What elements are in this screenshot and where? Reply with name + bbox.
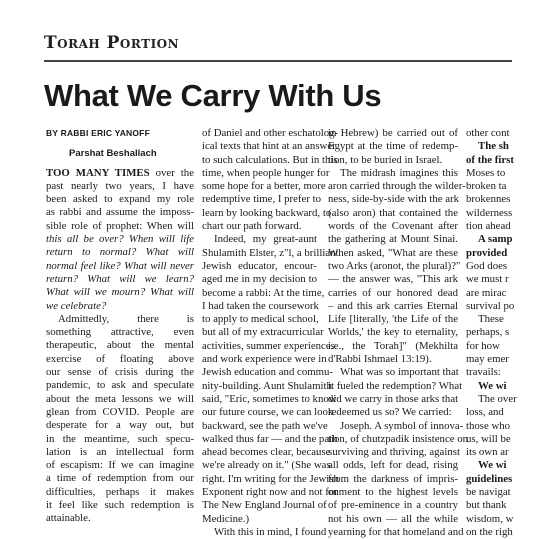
text-line: difficulties, perhaps it makes (46, 485, 194, 498)
text-line: those who (466, 419, 511, 432)
text-line: time, when people hunger for (202, 166, 330, 179)
text-line: redemptive time, I prefer to (202, 193, 322, 206)
text-line: on the righ (466, 525, 513, 538)
text-line: Life [literally, 'the Life of the (328, 313, 458, 326)
text-line: yearning for that homeland and (328, 525, 464, 538)
text-line: words of the Covenant after (328, 220, 458, 233)
text-line: A samp (478, 233, 513, 246)
text-line: perhaps, s (466, 326, 510, 339)
text-line: our future course, we can look (202, 406, 334, 419)
text-line: These (478, 313, 504, 326)
column-1-text (46, 167, 194, 526)
text-line: Medicine.) (202, 512, 250, 525)
text-line: God does (466, 259, 508, 272)
text-line: something attractive, even (46, 326, 194, 339)
text-line: this all be over? When will life (46, 233, 194, 246)
text-line: The sh (478, 140, 509, 153)
text-line: be navigat (466, 486, 511, 499)
text-line: The New England Journal of (202, 499, 327, 512)
text-line: wisdom, w (466, 512, 514, 525)
text-line (46, 167, 194, 180)
text-line: we're already on it." (She was (202, 459, 331, 472)
text-line: brokennes (466, 193, 511, 206)
text-line: carries of our honored dead (328, 286, 458, 299)
text-line: did we carry in those arks that (328, 392, 459, 405)
text-line: sible role of prophet: When will (46, 219, 194, 232)
text-line: but thank (466, 499, 507, 512)
article-column-3 (328, 127, 469, 539)
text-line: broken ta (466, 180, 507, 193)
text-line: us, will be (466, 432, 511, 445)
text-line: With this in mind, I found (214, 525, 327, 538)
text-line: we celebrate? (46, 299, 107, 312)
text-line: — the answer was, "This ark (328, 273, 458, 286)
text-line: – and this ark carries Eternal (328, 299, 458, 312)
text-line: of escapism: If we can imagine (46, 459, 194, 472)
text-line: therapeutic, about the mental (46, 339, 194, 352)
text-line: Indeed, my great-aunt (214, 233, 317, 246)
text-line: backward, see the path we've (202, 419, 328, 432)
text-line: aron carried through the wilder- (328, 180, 466, 193)
text-line: Admittedly, there is (58, 312, 194, 325)
text-line: (also aron) that contained the (328, 206, 458, 219)
article-column-4 (466, 127, 556, 539)
text-line: walked thus far — and the path (202, 432, 338, 445)
text-line: it fueled the redemption? What (328, 379, 463, 392)
text-line: guidelines (466, 472, 513, 485)
text-line: i.e., the Torah]" (Mekhilta (328, 339, 458, 352)
text-line: desperate for a way out, but (46, 419, 194, 432)
text-line: loss, and (466, 406, 504, 419)
text-line: Jewish education and commu- (202, 366, 334, 379)
text-line: are mirac (466, 286, 507, 299)
text-line: of Daniel and other eschatolog- (202, 127, 339, 139)
text-line: chart our path forward. (202, 220, 302, 233)
text-line: travails: (466, 366, 501, 379)
text-line: The over (478, 392, 517, 405)
text-line: Shulamith Elster, z"l, a brilliant (202, 246, 339, 259)
text-line: about the meta lessons we will (46, 392, 194, 405)
text-line: What will we mourn? What will (46, 286, 194, 299)
section-label: Torah Portion (44, 33, 180, 53)
text-line: Exponent right now and not for (202, 486, 338, 499)
text-line: tion, of chutzpadik insistence on (328, 432, 469, 445)
text-line: in Hebrew) be carried out of (328, 127, 458, 139)
text-line: of the first (466, 153, 514, 166)
text-line: our sense of crisis during the (46, 366, 194, 379)
text-line: ness, side-by-side with the ark (328, 193, 460, 206)
text-line: a time of redemption from our (46, 472, 194, 485)
text-line: of pre-eminence in a country (328, 499, 458, 512)
text-line: pandemic, to ask and speculate (46, 379, 194, 392)
text-line: as rabbi and assume the imposs- (46, 206, 194, 219)
text-line: We wi (478, 459, 507, 472)
text-line: past nearly two years, I have (46, 179, 194, 192)
text-line: nity-building. Aunt Shulamith (202, 379, 332, 392)
text-line: to such calculations. But in this (202, 153, 338, 166)
text-line: ahead becomes clear, because (202, 446, 331, 459)
text-line: all odds, left for dead, rising (328, 459, 458, 472)
section-divider (44, 60, 512, 62)
text-line: the gathering at Mount Sinai. (328, 233, 458, 246)
text-line: not his own — all the while (328, 512, 458, 525)
text-line: and work experience were in (202, 353, 327, 366)
text-line: for how (466, 339, 500, 352)
text-line: redeemed us so? We carried: (328, 406, 452, 419)
text-line: provided (466, 246, 508, 259)
text-line: normal feel like? What will never (46, 259, 194, 272)
text-line: we must r (466, 273, 509, 286)
lead-in-rest: over the (149, 166, 194, 179)
article-column-1 (46, 127, 194, 526)
text-line: some hope for a better, more (202, 180, 326, 193)
byline: BY RABBI ERIC YANOFF (46, 128, 150, 138)
text-line: surviving and thriving, against (328, 446, 460, 459)
text-line: attainable. (46, 512, 91, 525)
text-line: lation is an intellectual form (46, 445, 194, 458)
text-line: The midrash imagines this (340, 166, 458, 179)
article-column-2 (202, 127, 339, 539)
text-line: survival po (466, 299, 515, 312)
text-line: wilderness (466, 206, 513, 219)
text-line: exercise of floating above (46, 352, 194, 365)
text-line: to apply to medical school, (202, 313, 319, 326)
text-line: may emer (466, 353, 509, 366)
parsha-name: Parshat Beshallach (69, 148, 157, 160)
text-line: ical texts that hint at an answer (202, 140, 336, 153)
text-line: been asked to expand my role (46, 193, 194, 206)
text-line: become a rabbi: At the time, (202, 286, 325, 299)
text-line: but all of my extracurricular (202, 326, 324, 339)
text-line: its own ar (466, 446, 509, 459)
text-line: Joseph. A symbol of innova- (340, 419, 464, 432)
text-line: Worlds,' the key to eternality, (328, 326, 458, 339)
text-line: Jewish educator, encour- (202, 259, 317, 272)
text-line: it feel like such redemption is (46, 499, 194, 512)
lead-in: TOO MANY TIMES (46, 166, 150, 179)
text-line: learn by looking backward, to (202, 206, 332, 219)
text-line: d'Rabbi Ishmael 13:19). (328, 353, 432, 366)
text-line: activities, summer experiences (202, 339, 335, 352)
text-line: return? What will we learn? (46, 272, 194, 285)
article-headline: What We Carry With Us (44, 78, 382, 113)
text-line: onment to the highest levels (328, 486, 458, 499)
text-line: I had taken the coursework (202, 299, 319, 312)
text-line: right. I'm writing for the Jewish (202, 472, 339, 485)
text-line: glean from COVID. People are (46, 405, 194, 418)
text-line: tion ahead (466, 220, 511, 233)
text-line: Egypt at the time of redemp- (328, 140, 458, 153)
text-line: aged me in my decision to (202, 273, 317, 286)
text-line: tion, to be buried in Israel. (328, 153, 443, 166)
text-line: What was so important that (340, 366, 459, 379)
text-line: other cont (466, 127, 510, 139)
text-line: Moses to (466, 166, 506, 179)
text-line: in the meantime, such specu- (46, 432, 194, 445)
text-line: from the darkness of impris- (328, 472, 458, 485)
text-line: two Arks (aronot, the plural)?" (328, 259, 461, 272)
text-line: When asked, "What are these (328, 246, 458, 259)
text-line: return to normal? What will (46, 246, 194, 259)
text-line: We wi (478, 379, 507, 392)
text-line: said, "Eric, sometimes to know (202, 392, 337, 405)
